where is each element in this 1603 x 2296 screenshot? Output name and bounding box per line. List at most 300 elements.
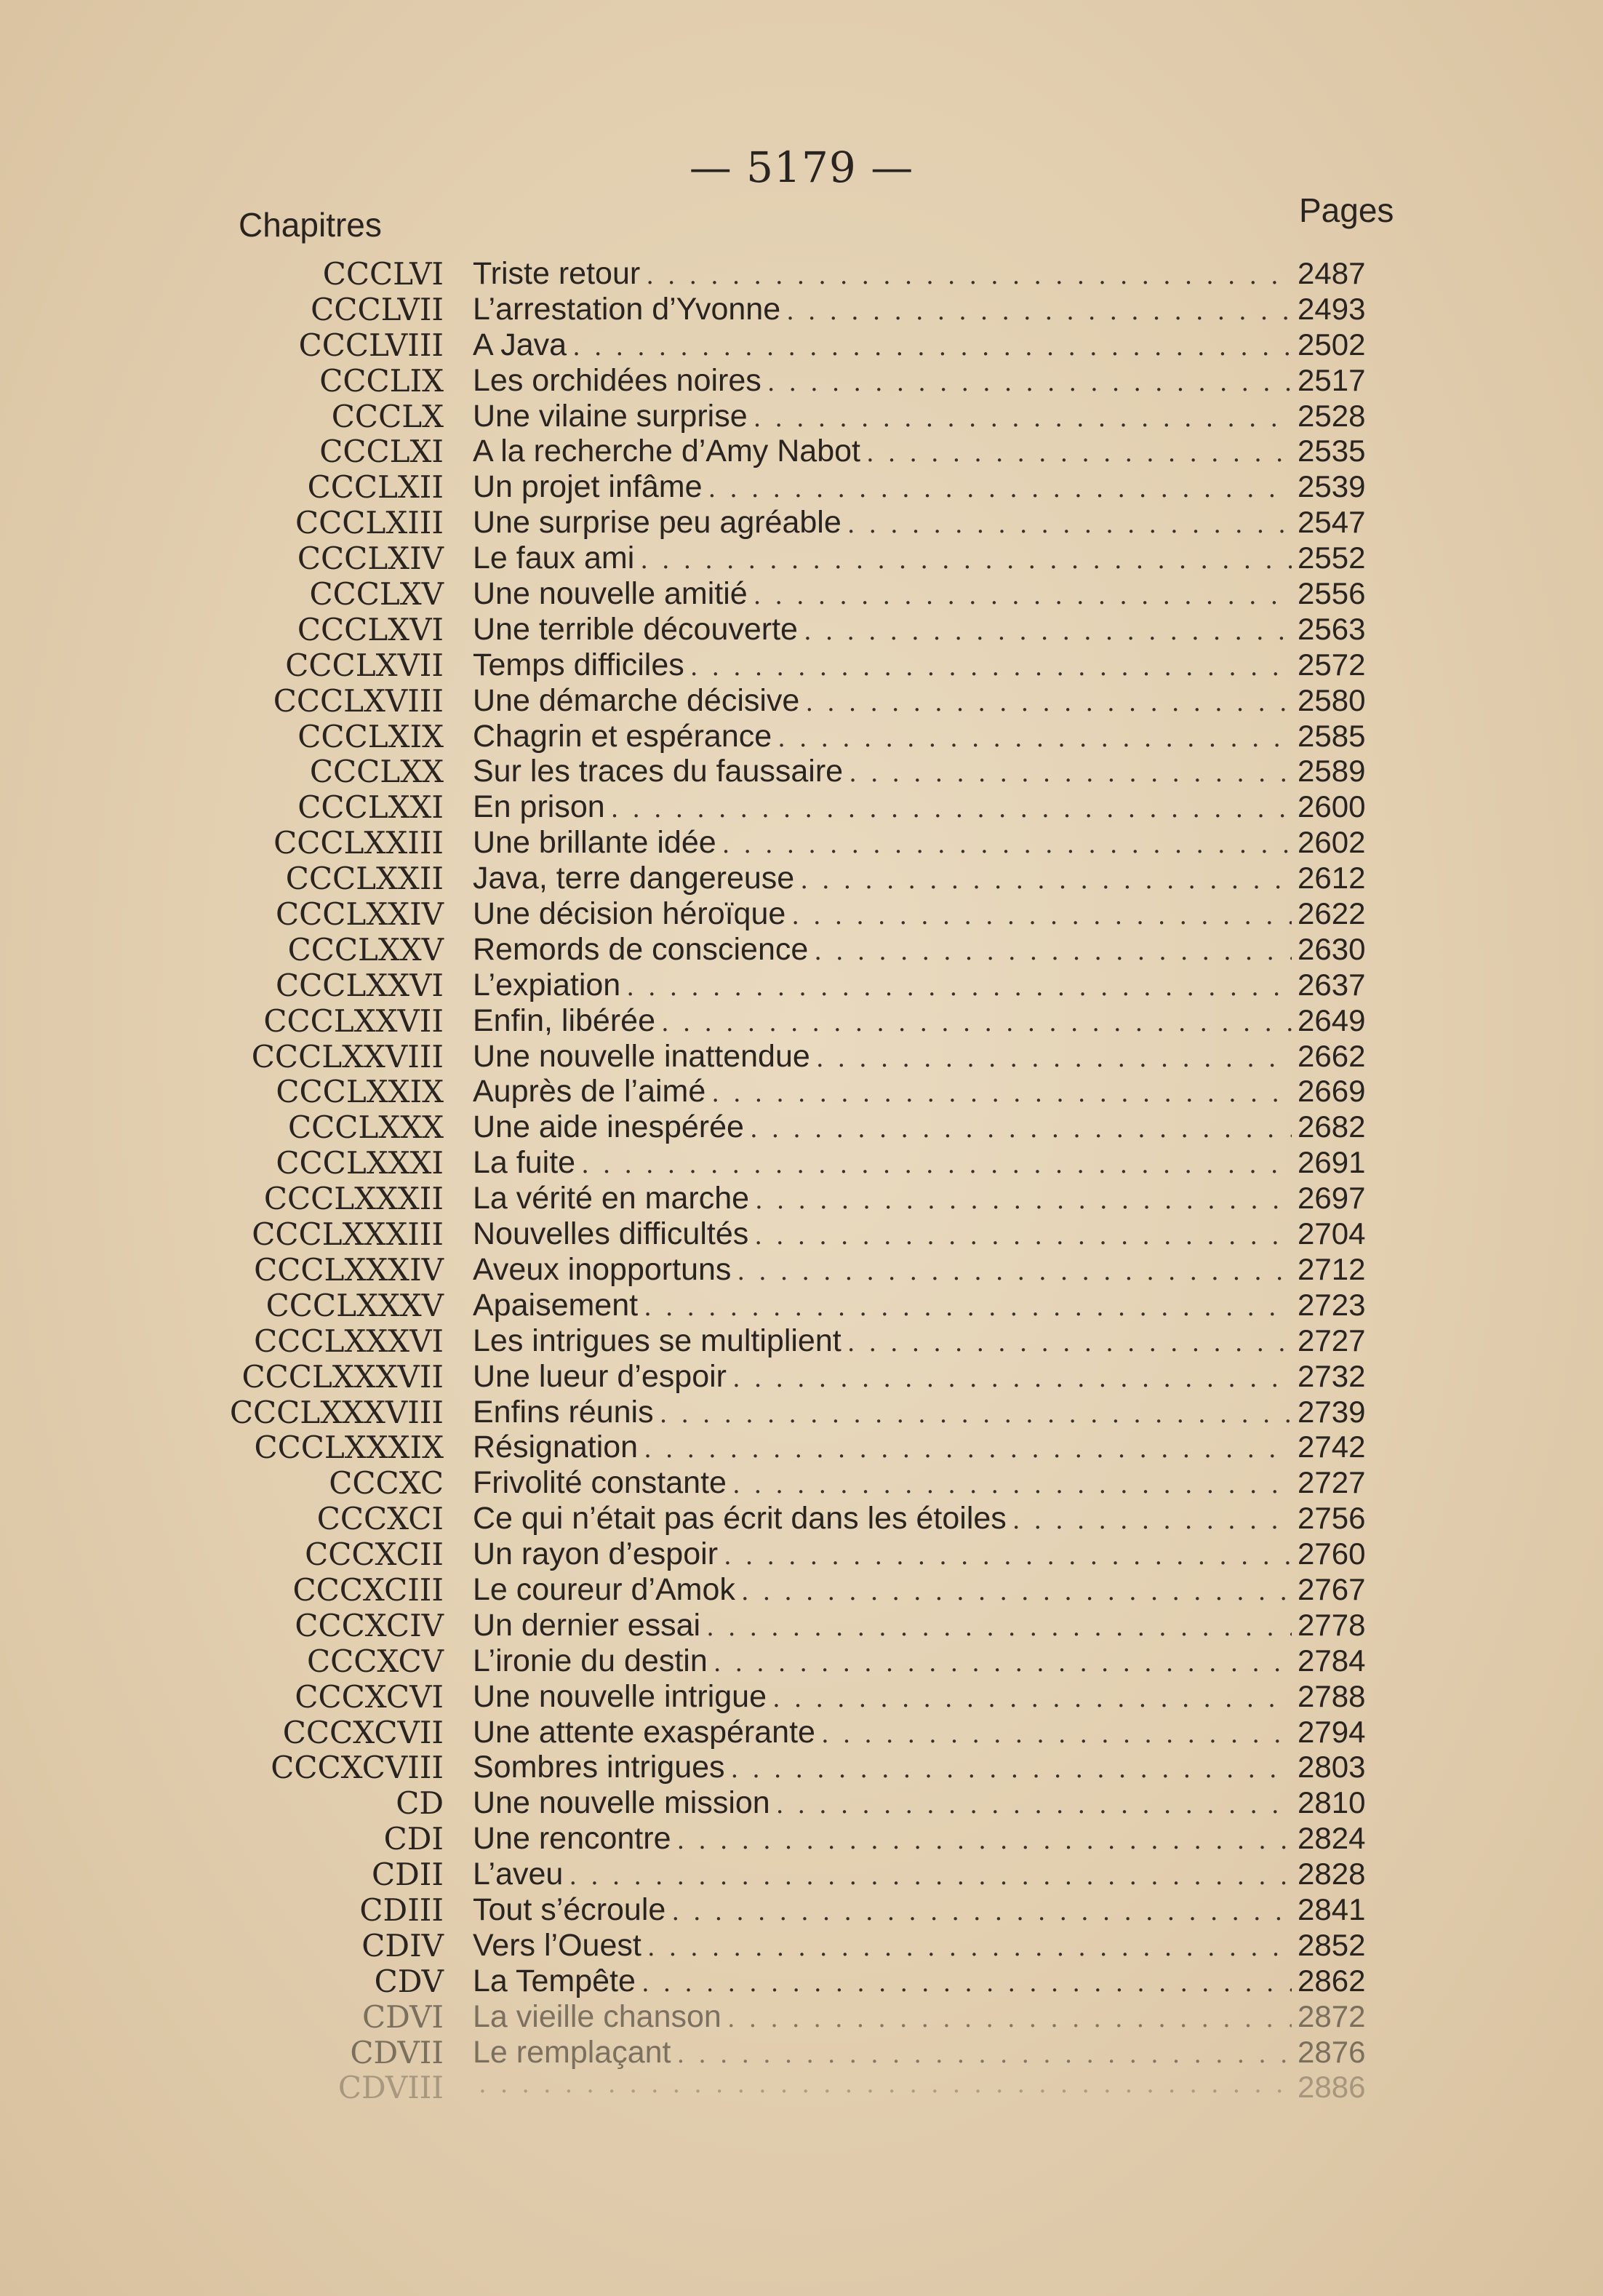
dot-leader	[671, 1897, 1292, 1926]
page-ref: 2727	[1298, 1323, 1366, 1358]
chapter-title-line	[473, 1572, 1292, 1608]
chapter-title: A Java	[473, 327, 567, 362]
chapter-title-line	[473, 1145, 1292, 1181]
dot-leader	[611, 794, 1292, 824]
page-ref: 2712	[1298, 1251, 1366, 1286]
chapter-title: Une aide inespérée	[473, 1109, 744, 1145]
chapter-title-line	[473, 1750, 1292, 1785]
dot-leader	[724, 1542, 1292, 1571]
chapter-number: CDV	[374, 1963, 444, 1999]
chapter-number: CD	[396, 1785, 444, 1822]
chapter-title-line	[473, 1074, 1292, 1109]
chapter-number: CDI	[383, 1821, 444, 1857]
page-ref: 2669	[1298, 1074, 1366, 1109]
dot-leader	[754, 1221, 1292, 1251]
chapter-title-line	[473, 1608, 1292, 1643]
chapter-number: CCCLIX	[319, 362, 444, 399]
chapter-number: CDII	[372, 1857, 444, 1893]
page-ref: 2876	[1298, 2034, 1366, 2069]
dot-leader	[800, 866, 1292, 895]
toc-entry	[0, 1003, 1603, 1039]
chapter-number: CCCLXXXV	[265, 1287, 444, 1323]
chapter-title-line	[473, 1395, 1292, 1430]
chapter-title: L’arrestation d’Yvonne	[473, 291, 781, 327]
chapter-title-line	[473, 399, 1292, 434]
dot-leader	[731, 1755, 1292, 1784]
toc-entry	[0, 1572, 1603, 1608]
chapter-number: CCCLXXXIX	[254, 1430, 444, 1466]
chapter-number: CDVII	[350, 2034, 444, 2070]
dot-leader	[753, 404, 1292, 433]
chapter-number: CDIII	[359, 1892, 444, 1928]
dot-leader	[646, 261, 1292, 290]
chapter-title-line	[473, 1288, 1292, 1323]
chapter-title: Une attente exaspérante	[473, 1714, 815, 1750]
chapter-title-line	[473, 1501, 1292, 1536]
dot-leader	[732, 1470, 1292, 1499]
chapter-number: CCCXCI	[316, 1501, 444, 1537]
chapter-title-line	[473, 1643, 1292, 1679]
toc-entry	[0, 647, 1603, 683]
chapter-title-line	[473, 825, 1292, 861]
chapter-title: Frivolité constante	[473, 1465, 727, 1501]
chapter-title: Une rencontre	[473, 1821, 671, 1857]
chapter-number: CDVI	[362, 1998, 444, 2035]
chapter-title: Sur les traces du faussaire	[473, 754, 844, 789]
chapter-number: CCCXCV	[306, 1643, 444, 1679]
page-ref: 2742	[1298, 1430, 1366, 1464]
chapter-title-line	[473, 434, 1292, 469]
toc-entry	[0, 327, 1603, 363]
toc-entry	[0, 896, 1603, 932]
page-ref: 2691	[1298, 1145, 1366, 1180]
dot-leader	[847, 1328, 1292, 1358]
dot-leader	[1012, 1506, 1292, 1535]
chapter-title-line	[473, 789, 1292, 825]
dot-leader	[660, 1400, 1292, 1429]
page-ref: 2556	[1298, 576, 1366, 611]
page-ref: 2732	[1298, 1358, 1366, 1393]
pages-header: Pages	[1299, 191, 1394, 229]
dot-leader	[661, 1008, 1292, 1037]
chapter-title-line	[473, 1252, 1292, 1288]
dot-leader	[814, 937, 1292, 966]
toc-entry	[0, 1857, 1603, 1892]
toc-entry	[0, 1928, 1603, 1964]
page-ref: 2723	[1298, 1287, 1366, 1322]
page-ref: 2649	[1298, 1002, 1366, 1037]
chapter-number: CCCLXXVII	[263, 1002, 444, 1039]
chapter-title-line	[473, 1785, 1292, 1821]
toc-entry	[0, 1216, 1603, 1252]
toc-entry	[0, 434, 1603, 469]
dot-leader	[849, 759, 1292, 788]
chapter-title: Temps difficiles	[473, 647, 684, 682]
chapter-number: CCCLXVIII	[273, 682, 444, 719]
chapter-number: CCCLXXV	[287, 931, 444, 968]
toc-entry	[0, 1109, 1603, 1145]
chapter-title: Sombres intrigues	[473, 1750, 725, 1785]
dot-leader	[711, 1079, 1292, 1108]
chapter-title-line	[473, 896, 1292, 932]
page-ref: 2580	[1298, 682, 1366, 717]
chapter-number: CCCLXXII	[285, 861, 444, 897]
chapter-title-line	[473, 1928, 1292, 1964]
chapter-number: CCCXCIV	[295, 1607, 444, 1643]
chapter-number: CCCLVI	[322, 256, 444, 292]
toc-entry	[0, 1395, 1603, 1430]
dot-leader	[722, 830, 1292, 859]
chapter-title-line	[473, 1857, 1292, 1892]
chapter-title-line	[473, 292, 1292, 327]
chapter-title-line	[473, 1359, 1292, 1395]
toc-entry	[0, 1679, 1603, 1715]
toc-entry	[0, 399, 1603, 434]
chapter-title-line	[473, 1999, 1292, 2035]
toc-entry	[0, 1039, 1603, 1075]
toc-entry	[0, 1892, 1603, 1928]
dot-leader	[821, 1720, 1292, 1749]
chapter-number: CCCLXV	[309, 576, 444, 613]
chapter-title: Enfin, libérée	[473, 1002, 655, 1038]
table-of-contents	[0, 256, 1603, 2105]
chapter-title-line	[473, 932, 1292, 968]
page-ref: 2788	[1298, 1678, 1366, 1713]
toc-entry	[0, 1074, 1603, 1109]
page-ref: 2784	[1298, 1643, 1366, 1678]
toc-entry	[0, 1288, 1603, 1323]
chapter-title-line	[473, 1181, 1292, 1216]
chapter-title: En prison	[473, 789, 605, 825]
toc-entry	[0, 1785, 1603, 1821]
dot-leader	[569, 1862, 1292, 1891]
toc-entry	[0, 719, 1603, 754]
page-ref: 2622	[1298, 896, 1366, 931]
chapter-title: Triste retour	[473, 256, 641, 291]
page-ref: 2600	[1298, 789, 1366, 824]
page-ref: 2886	[1298, 2070, 1366, 2105]
page-ref: 2794	[1298, 1714, 1366, 1749]
chapter-number: CCCLVIII	[298, 327, 444, 363]
dot-leader	[727, 2004, 1292, 2033]
chapter-title: Une terrible découverte	[473, 611, 798, 647]
chapter-title: Une nouvelle intrigue	[473, 1678, 767, 1714]
chapter-title: Enfins réunis	[473, 1394, 654, 1430]
chapter-number: CCCXCII	[305, 1536, 444, 1573]
toc-entry	[0, 1181, 1603, 1216]
chapter-number: CCCLXIX	[297, 718, 444, 754]
chapter-title-line	[473, 541, 1292, 576]
page-ref: 2502	[1298, 327, 1366, 362]
chapter-title: Chagrin et espérance	[473, 718, 772, 754]
chapter-title-line	[473, 1715, 1292, 1750]
dot-leader	[767, 368, 1292, 397]
chapter-number: CCCXCIII	[292, 1571, 444, 1608]
page-ref: 2704	[1298, 1216, 1366, 1251]
dot-leader	[776, 1790, 1292, 1819]
chapter-number: CCCLXXXVI	[254, 1323, 444, 1359]
chapter-title: Une décision héroïque	[473, 896, 786, 932]
chapter-title: Une brillante idée	[473, 825, 716, 861]
dot-leader	[816, 1044, 1292, 1073]
chapter-title: L’ironie du destin	[473, 1643, 708, 1678]
chapter-title-line	[473, 754, 1292, 789]
chapter-title-line	[473, 363, 1292, 399]
chapter-number: CCCLXXIV	[275, 896, 444, 933]
chapter-number: CCCLX	[331, 398, 444, 434]
chapter-title-line	[473, 256, 1292, 292]
toc-entry	[0, 754, 1603, 789]
toc-entry	[0, 1252, 1603, 1288]
chapter-title-line	[473, 1465, 1292, 1501]
toc-entry	[0, 541, 1603, 576]
chapter-title: Une lueur d’espoir	[473, 1358, 727, 1394]
page-ref: 2493	[1298, 291, 1366, 326]
page-ref: 2563	[1298, 611, 1366, 646]
page-ref: 2612	[1298, 861, 1366, 896]
page-ref: 2637	[1298, 967, 1366, 1002]
chapter-title: Le faux ami	[473, 541, 635, 576]
page-ref: 2662	[1298, 1038, 1366, 1073]
page-ref: 2487	[1298, 256, 1366, 290]
chapter-title: Tout s’écroule	[473, 1892, 666, 1927]
page-ref: 2810	[1298, 1785, 1366, 1820]
page-ref: 2756	[1298, 1501, 1366, 1536]
chapter-title: Un dernier essai	[473, 1607, 701, 1643]
chapter-number: CDIV	[361, 1927, 444, 1964]
chapter-number: CCCLXXXIV	[254, 1251, 444, 1288]
chapter-title: Auprès de l’aimé	[473, 1074, 706, 1109]
toc-entry	[0, 1323, 1603, 1359]
toc-entry	[0, 505, 1603, 541]
dot-leader	[847, 510, 1292, 539]
chapter-number: CCCXCVII	[282, 1714, 444, 1750]
chapter-title: Java, terre dangereuse	[473, 861, 795, 896]
chapter-title-line	[473, 1216, 1292, 1252]
toc-entry	[0, 1465, 1603, 1501]
toc-entry	[0, 1536, 1603, 1572]
dot-leader	[804, 617, 1292, 646]
chapter-title-line	[473, 719, 1292, 754]
toc-entry	[0, 469, 1603, 505]
chapter-number: CCCLVII	[311, 291, 444, 327]
chapter-number: CCCLXXXIII	[252, 1216, 444, 1253]
toc-entry	[0, 2035, 1603, 2070]
chapter-number: CCCLXI	[319, 434, 444, 470]
chapter-title: La vérité en marche	[473, 1181, 750, 1216]
dot-leader	[690, 653, 1292, 682]
page-ref: 2630	[1298, 931, 1366, 966]
chapter-title-line	[473, 968, 1292, 1003]
chapter-title: Une vilaine surprise	[473, 398, 748, 434]
chapter-number: CCCXCVIII	[271, 1750, 444, 1786]
dot-leader	[755, 1186, 1292, 1215]
chapter-title-line	[473, 576, 1292, 612]
chapter-title-line	[473, 1536, 1292, 1572]
toc-entry	[0, 1715, 1603, 1750]
chapter-number: CCCLXXXVII	[241, 1358, 444, 1395]
toc-entry	[0, 825, 1603, 861]
chapter-title: L’expiation	[473, 967, 621, 1002]
chapter-title: Vers l’Ouest	[473, 1927, 641, 1963]
dot-leader	[626, 973, 1292, 1002]
dot-leader	[713, 1649, 1292, 1678]
chapter-title: Une nouvelle inattendue	[473, 1038, 810, 1074]
page-ref: 2589	[1298, 754, 1366, 789]
chapter-title: Ce qui n’était pas écrit dans les étoiles	[473, 1501, 1007, 1536]
page-ref: 2535	[1298, 434, 1366, 469]
dot-leader	[786, 297, 1292, 326]
chapter-title-line	[473, 1039, 1292, 1075]
chapter-title: Les intrigues se multiplient	[473, 1323, 842, 1358]
chapter-title: Nouvelles difficultés	[473, 1216, 749, 1252]
chapter-number: CCCLXXXVIII	[229, 1394, 444, 1430]
toc-entry	[0, 1643, 1603, 1679]
page-ref: 2585	[1298, 718, 1366, 753]
page-ref: 2828	[1298, 1857, 1366, 1892]
dot-leader	[708, 474, 1292, 503]
dot-leader	[866, 439, 1292, 468]
page-ref: 2572	[1298, 647, 1366, 682]
toc-entry	[0, 789, 1603, 825]
chapter-title: Les orchidées noires	[473, 362, 761, 398]
chapter-number: CCCLXII	[307, 469, 444, 506]
page-ref: 2824	[1298, 1821, 1366, 1856]
chapter-number: CCCLXXXII	[263, 1181, 444, 1217]
toc-entry	[0, 1501, 1603, 1536]
chapters-header: Chapitres	[239, 206, 382, 244]
chapter-number: CCCLXVI	[297, 611, 444, 647]
chapter-title: Le remplaçant	[473, 2034, 671, 2070]
page-ref: 2767	[1298, 1571, 1366, 1606]
chapter-title: L’aveu	[473, 1857, 564, 1892]
chapter-title: Apaisement	[473, 1287, 639, 1323]
dot-leader	[737, 1257, 1292, 1286]
dot-leader	[581, 1150, 1292, 1179]
dot-leader	[644, 1293, 1292, 1322]
page-ref: 2517	[1298, 362, 1366, 397]
chapter-number: CCCLXX	[309, 754, 444, 790]
toc-entry	[0, 1999, 1603, 2035]
chapter-title: Une nouvelle amitié	[473, 576, 748, 612]
chapter-number: CCCLXXX	[288, 1109, 444, 1146]
dot-leader	[644, 1435, 1292, 1464]
dot-leader	[791, 901, 1292, 930]
chapter-title-line	[473, 2070, 1292, 2099]
chapter-title-line	[473, 647, 1292, 683]
chapter-title-line	[473, 327, 1292, 363]
chapter-title: Résignation	[473, 1430, 639, 1465]
page-ref: 2739	[1298, 1394, 1366, 1429]
chapter-title-line	[473, 2035, 1292, 2070]
toc-entry	[0, 1964, 1603, 1999]
chapter-title-line	[473, 1964, 1292, 1999]
page-ref: 2872	[1298, 1998, 1366, 2033]
chapter-title: Une démarche décisive	[473, 682, 800, 718]
chapter-title: Une nouvelle mission	[473, 1785, 770, 1821]
dot-leader	[753, 581, 1292, 610]
page-ref: 2862	[1298, 1963, 1366, 1998]
toc-entry	[0, 1430, 1603, 1465]
chapter-number: CCCLXXIII	[273, 825, 444, 861]
chapter-title-line	[473, 1109, 1292, 1145]
dot-leader	[777, 724, 1292, 753]
toc-entry	[0, 612, 1603, 647]
page-ref: 2727	[1298, 1465, 1366, 1500]
chapter-title-line	[473, 1821, 1292, 1857]
toc-entry	[0, 2070, 1603, 2105]
toc-entry	[0, 1359, 1603, 1395]
dot-leader	[479, 2070, 1292, 2099]
dot-leader	[706, 1613, 1292, 1642]
chapter-number: CCCLXXI	[297, 789, 444, 826]
chapter-number: CCCLXXXI	[276, 1145, 444, 1181]
chapter-title-line	[473, 1892, 1292, 1928]
chapter-title-line	[473, 1430, 1292, 1465]
chapter-title: Le coureur d’Amok	[473, 1571, 735, 1607]
page-ref: 2552	[1298, 541, 1366, 575]
chapter-number: CCCLXIII	[295, 505, 444, 541]
page-ref: 2528	[1298, 398, 1366, 433]
dot-leader	[647, 1933, 1292, 1962]
toc-entry	[0, 1750, 1603, 1785]
chapter-number: CCCXC	[329, 1465, 444, 1502]
page-ref: 2547	[1298, 505, 1366, 540]
chapter-title: A la recherche d’Amy Nabot	[473, 434, 860, 469]
toc-entry	[0, 576, 1603, 612]
page-ref: 2852	[1298, 1927, 1366, 1962]
chapter-title-line	[473, 505, 1292, 541]
page-ref: 2539	[1298, 469, 1366, 504]
chapter-title: Un projet infâme	[473, 469, 703, 505]
chapter-title-line	[473, 1679, 1292, 1715]
chapter-title-line	[473, 1323, 1292, 1359]
dot-leader	[640, 546, 1292, 575]
chapter-number: CCCLXXVI	[275, 967, 444, 1003]
chapter-title-line	[473, 469, 1292, 505]
page-ref: 2803	[1298, 1750, 1366, 1785]
page-ref: 2841	[1298, 1892, 1366, 1926]
toc-entry	[0, 968, 1603, 1003]
chapter-number: CDVIII	[337, 2070, 444, 2106]
toc-entry	[0, 1821, 1603, 1857]
page-ref: 2778	[1298, 1607, 1366, 1642]
chapter-number: CCCLXIV	[297, 541, 444, 577]
page-ref: 2602	[1298, 825, 1366, 860]
dot-leader	[677, 1826, 1292, 1855]
chapter-title: Un rayon d’espoir	[473, 1536, 719, 1572]
page-ref: 2760	[1298, 1536, 1366, 1571]
toc-entry	[0, 1608, 1603, 1643]
dot-leader	[641, 1969, 1292, 1998]
chapter-title: La fuite	[473, 1145, 576, 1181]
dot-leader	[750, 1115, 1292, 1144]
chapter-title-line	[473, 612, 1292, 647]
toc-entry	[0, 1145, 1603, 1181]
toc-entry	[0, 861, 1603, 896]
toc-entry	[0, 932, 1603, 968]
toc-entry	[0, 683, 1603, 719]
chapter-title-line	[473, 861, 1292, 896]
chapter-title: La vieille chanson	[473, 1998, 721, 2034]
chapter-title: Une surprise peu agréable	[473, 505, 842, 541]
chapter-number: CCCXCVI	[295, 1678, 444, 1715]
chapter-title: Aveux inopportuns	[473, 1251, 732, 1287]
chapter-number: CCCLXVII	[285, 647, 444, 683]
dot-leader	[677, 2040, 1292, 2069]
chapter-title-line	[473, 1003, 1292, 1039]
chapter-title-line	[473, 683, 1292, 719]
